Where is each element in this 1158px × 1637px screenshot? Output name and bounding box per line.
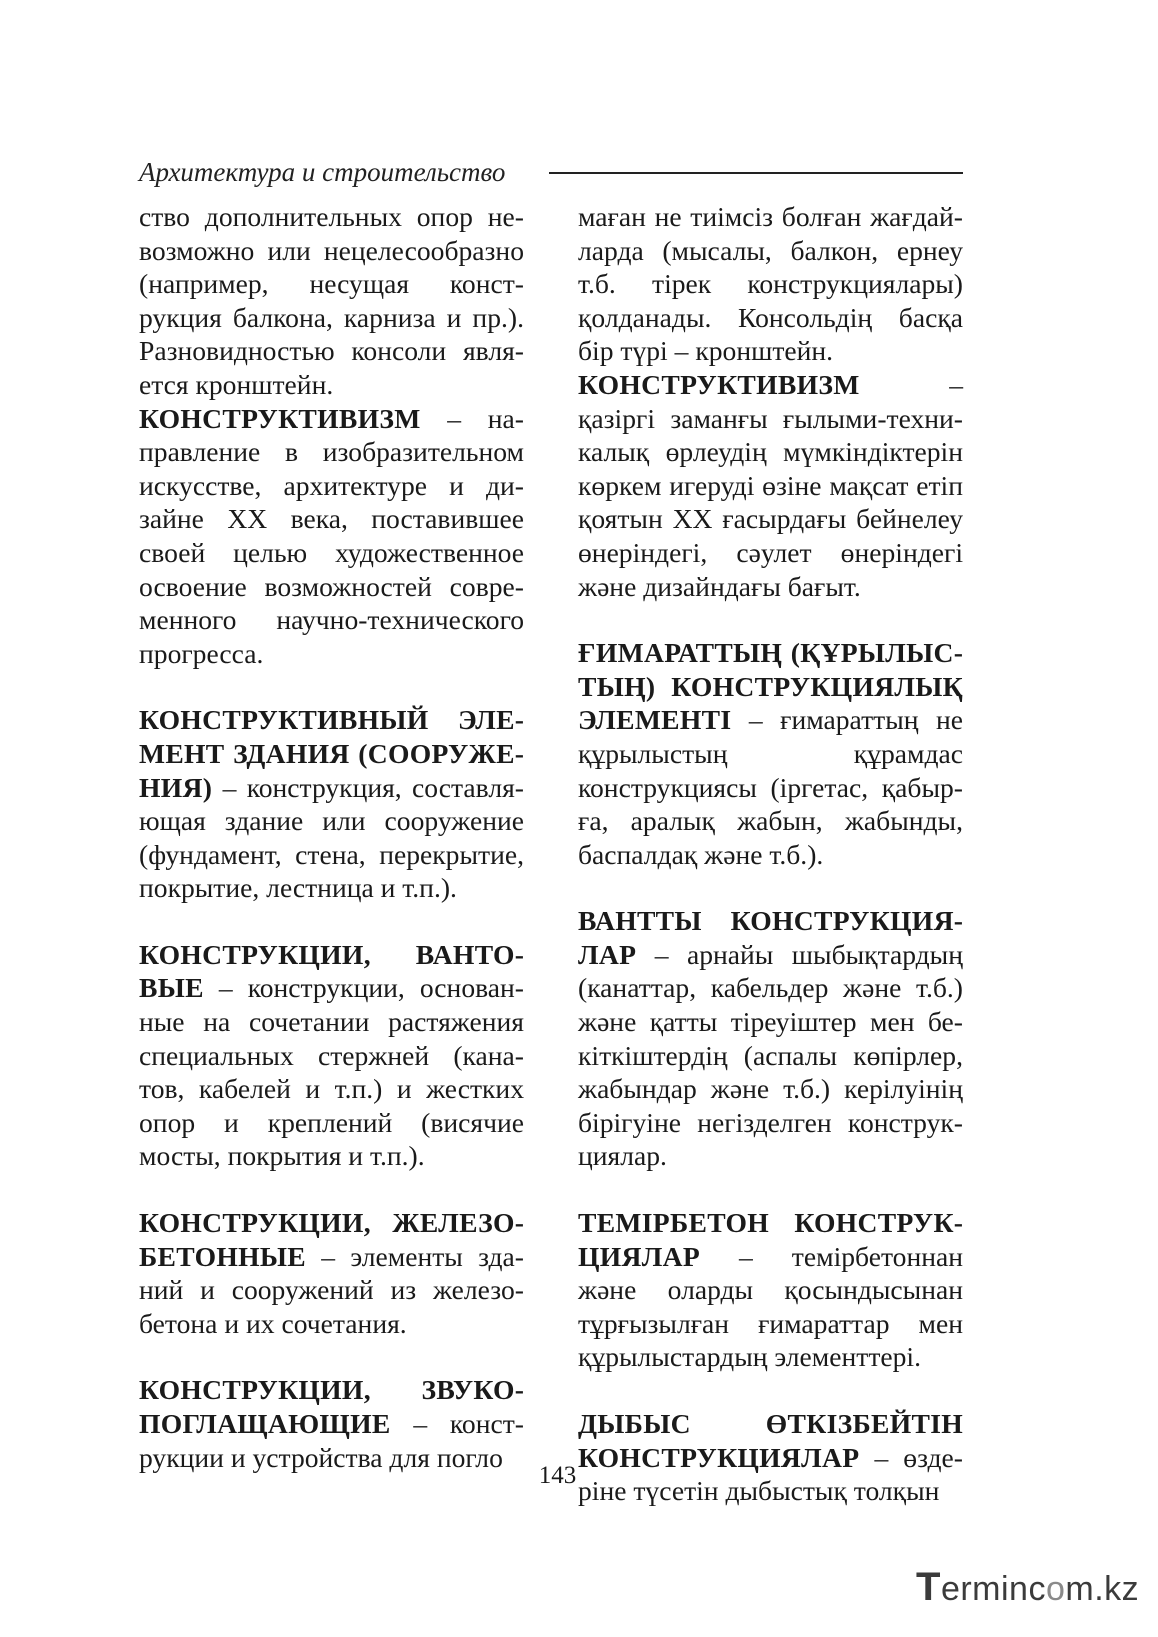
entry-term: ҒИМАРАТТЫҢ (ҚҰРЫЛЫСТЫҢ) КОНСТРУКЦИЯЛЫҚ ЭЛЕМЕНТІ (578, 637, 963, 736)
entry-term: КОНСТРУКЦИИ, ВАНТОВЫЕ (139, 938, 524, 1004)
entry-left-3 (139, 938, 524, 1173)
watermark-o: o (1045, 1570, 1066, 1608)
entry-right-1 (578, 368, 963, 603)
entry-left-5 (139, 1373, 524, 1474)
entry-definition: – направление в изобразительном искусстве, архитектуре и дизайне XX века, поставившее своей целью художественное освоение возможностей современного научно-технического прогресса. (139, 402, 524, 669)
entry-right-5 (578, 1407, 963, 1508)
entry-right-2 (578, 636, 963, 871)
watermark-mid: erminc (940, 1570, 1046, 1608)
right-column (578, 200, 963, 1541)
entry-right-3 (578, 904, 963, 1173)
entry-term: ДЫБЫС ӨТКІЗБЕЙТІН КОНСТРУКЦИЯЛАР (578, 1408, 963, 1473)
running-header (139, 150, 963, 194)
entry-definition: – қазіргі заманғы ғылыми-техникалық өрлеудің мүмкіндіктерін көркем игеруді өзіне мақсат етіп қоятын XX ғасырдағы бейнелеу өнеріндегі, сәулет өнеріндегі және дизайндағы бағыт. (578, 368, 963, 602)
entry-term: КОНСТРУКТИВИЗМ (578, 368, 860, 400)
entry-definition: – конструкция, составляющая здание или сооружение (фундамент, стена, перекрытие, покрытие, лестница и т.п.). (139, 771, 524, 904)
entry-left-0 (139, 200, 524, 402)
entry-definition: – конструкции и устройства для погло (139, 1408, 524, 1473)
entry-definition: – элементы зданий и сооружений из железобетона и их сочетания. (139, 1240, 524, 1339)
entry-definition: ство дополнительных опор невозможно или нецелесообразно (например, несущая конструкция балкона, карниза и пр.). Разновидностью консоли является кронштейн. (139, 201, 524, 400)
watermark-suffix: m.kz (1065, 1570, 1140, 1608)
entry-definition: – ғимараттың не құрылыстың құрамдас конструкциясы (іргетас, қабырға, аралық жабын, жабынды, баспалдақ және т.б.). (578, 704, 963, 870)
entry-right-0 (578, 200, 963, 368)
header-title: Архитектура и строительство (139, 157, 506, 187)
entry-term: ТЕМІРБЕТОН КОНСТРУКЦИЯЛАР (578, 1207, 963, 1272)
entry-left-2 (139, 703, 524, 905)
entry-term: ВАНТТЫ КОНСТРУКЦИЯЛАР (578, 905, 963, 970)
entry-definition: – арнайы шыбықтардың (канаттар, кабельдер және т.б.) және қатты тіреуіштер мен бекіткіштердің (аспалы көпірлер, жабындар және т.б.) керілуінің бірігуіне негізделген конструкциялар. (578, 938, 963, 1172)
watermark-text (916, 1565, 1139, 1610)
entry-right-4 (578, 1206, 963, 1374)
entry-definition: – өздеріне түсетін дыбыстық толқын (578, 1441, 963, 1507)
entry-left-4 (139, 1206, 524, 1340)
entry-left-1 (139, 402, 524, 671)
entry-term: КОНСТРУКЦИИ, ЖЕЛЕЗОБЕТОННЫЕ (139, 1207, 524, 1272)
header-rule (549, 172, 963, 174)
entry-term: КОНСТРУКЦИИ, ЗВУКОПОГЛАЩАЮЩИЕ (139, 1374, 524, 1439)
entry-term: КОНСТРУКТИВНЫЙ ЭЛЕМЕНТ ЗДАНИЯ (СООРУЖЕНИЯ) (139, 704, 524, 803)
left-column (139, 200, 524, 1507)
watermark-prefix: T (916, 1565, 941, 1609)
entry-definition: – темірбетоннан және оларды қосындысынан тұрғызылған ғимараттар мен құрылыстардың элементтері. (578, 1240, 963, 1373)
entry-term: КОНСТРУКТИВИЗМ (139, 402, 421, 434)
watermark-logo (916, 1561, 1140, 1609)
entry-definition: маған не тиімсіз болған жағдайларда (мысалы, балкон, ернеу т.б. тірек конструкциялары) қолданады. Консольдің басқа бір түрі – кронштейн. (578, 201, 963, 367)
page-number: 143 (538, 1462, 577, 1489)
entry-definition: – конструкции, основанные на сочетании растяжения специальных стержней (канатов, кабелей и т.п.) и жестких опор и креплений (висячие мосты, покрытия и т.п.). (139, 972, 524, 1172)
